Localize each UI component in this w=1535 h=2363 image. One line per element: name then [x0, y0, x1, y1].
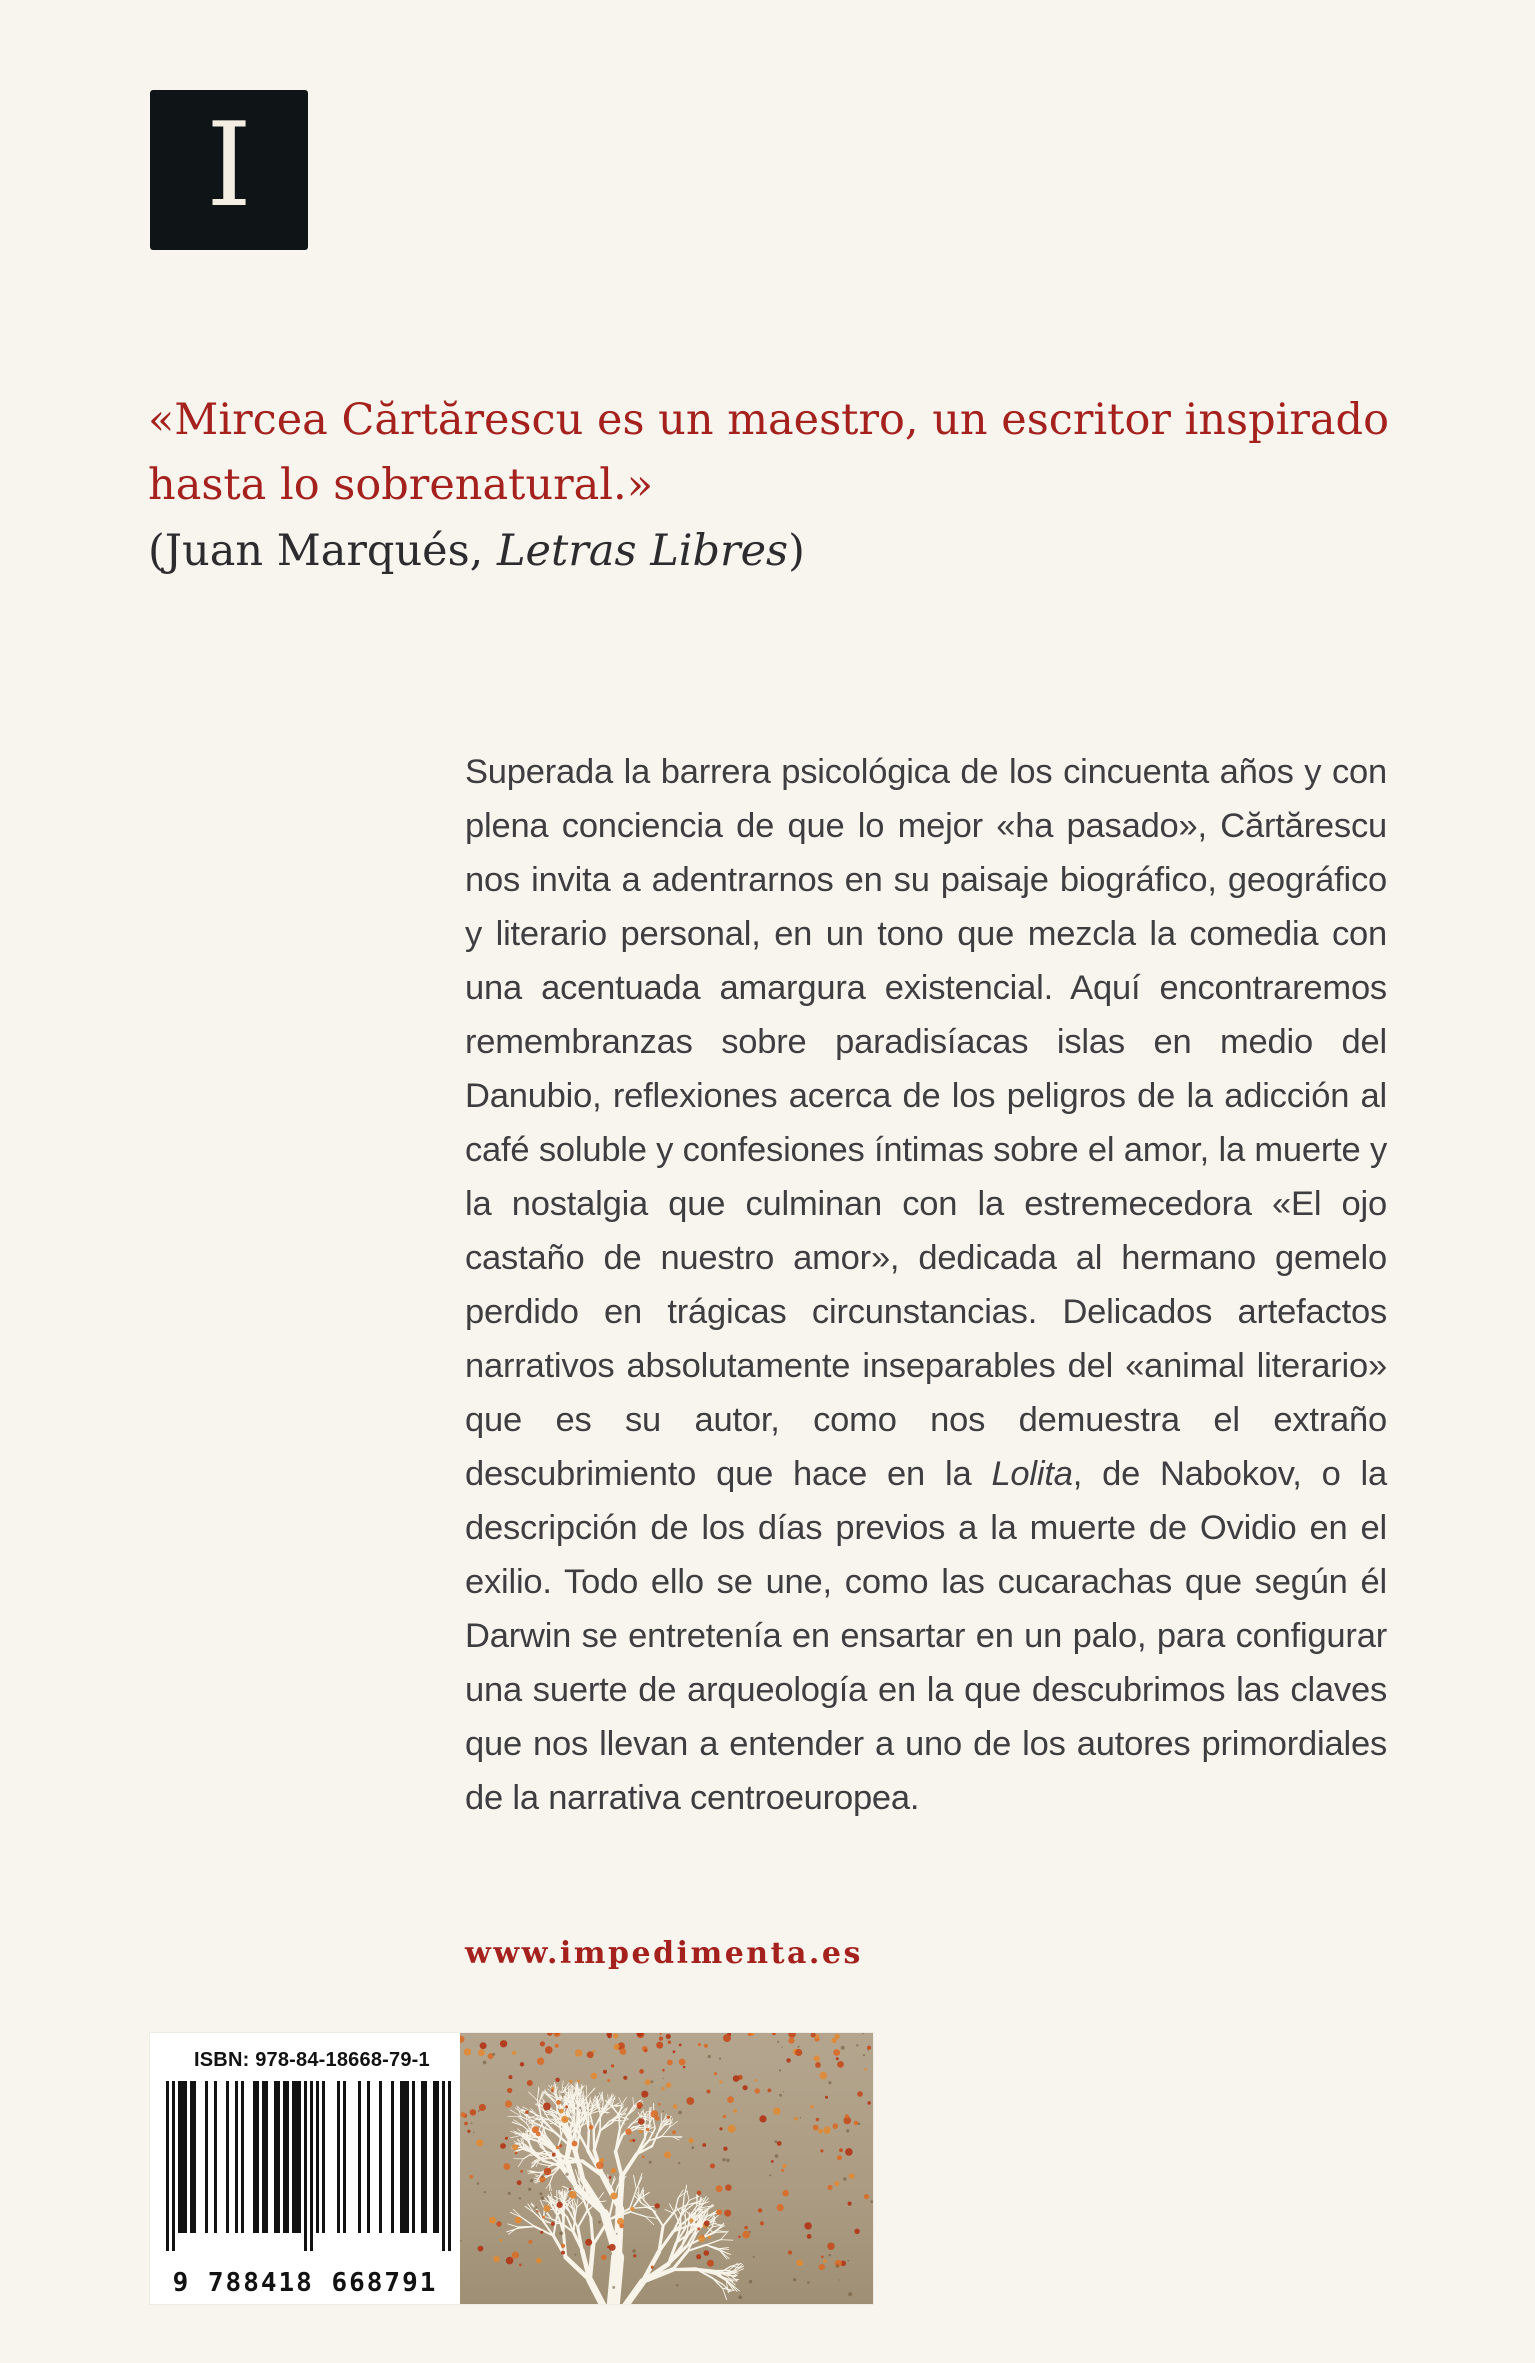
review-quote-text: «Mircea Cărtărescu es un maestro, un escritor inspirado hasta lo sobrenatural.» — [148, 395, 1389, 511]
synopsis-part2: , de Nabokov, o la descripción de los días previos a la muerte de Ovidio en el exilio. Todo ello se une, como las cucarachas que según él Darwin se entretenía en ensartar en un palo, para configurar una suerte de arqueología en la que descubrimos las claves que nos llevan a entender a uno de los autores primordiales de la narrativa centroeuropea. — [465, 1454, 1388, 1817]
publisher-website-url: www.impedimenta.es — [465, 1936, 863, 1971]
attribution-source: Letras Libres — [497, 525, 789, 576]
synopsis-part1: Superada la barrera psicológica de los cincuenta años y con plena conciencia de que lo mejor «ha pasado», Cărtărescu nos invita a adentrarnos en su paisaje biográfico, geográfico y literario personal, en un tono que mezcla la comedia con una acentuada amargura existencial. Aquí encontraremos remembranzas sobre paradisíacas islas en medio del Danubio, reflexiones acerca de los peligros de la adicción al café soluble y confesiones íntimas sobre el amor, la muerte y la nostalgia que culminan con la estremecedora «El ojo castaño de nuestro amor», dedicada al hermano gemelo perdido en trágicas circunstancias. Delicados artefactos narrativos absolutamente inseparables del «animal literario» que es su autor, como nos demuestra el extraño descubrimiento que hace en la — [465, 752, 1387, 1493]
barcode-digits: 9 788418 668791 — [172, 2268, 438, 2298]
synopsis-book-title: Lolita — [991, 1454, 1073, 1493]
synopsis-paragraph — [465, 745, 1387, 1825]
isbn-column — [150, 2033, 460, 2304]
review-quote-attribution — [148, 519, 1428, 584]
barcode — [160, 2081, 457, 2253]
publisher-logo-glyph: I — [206, 98, 252, 233]
cover-art-thumbnail — [460, 2033, 873, 2304]
attribution-pre: (Juan Marqués, — [148, 525, 497, 576]
attribution-post: ) — [788, 525, 805, 576]
publisher-logo — [150, 90, 308, 250]
review-quote — [148, 388, 1428, 584]
footer-isbn-box — [150, 2033, 873, 2304]
isbn-label: ISBN: 978-84-18668-79-1 — [194, 2049, 430, 2071]
cover-art — [460, 2033, 873, 2304]
